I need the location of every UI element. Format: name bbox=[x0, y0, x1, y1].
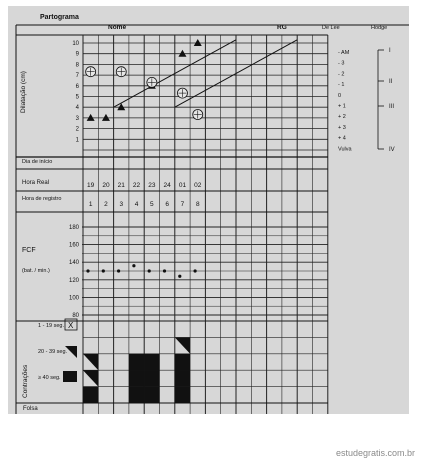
title: Partograma bbox=[40, 14, 79, 21]
bottom-label: Folsa bbox=[23, 406, 38, 412]
hora-registro-label: Hora de registro bbox=[22, 196, 62, 202]
contraction-box bbox=[175, 387, 190, 403]
dilation-mark bbox=[194, 39, 202, 46]
dilation-tick-label: 10 bbox=[72, 41, 79, 47]
hora-registro-value: 3 bbox=[119, 201, 124, 208]
delee-level-label: + 2 bbox=[338, 114, 346, 121]
delee-level-label: 0 bbox=[338, 92, 342, 99]
hora-real-label: Hora Real bbox=[22, 180, 50, 186]
hora-registro-value: 2 bbox=[104, 201, 108, 208]
fcf-point bbox=[102, 269, 105, 272]
dilation-tick-label: 8 bbox=[75, 62, 79, 69]
fcf-point bbox=[163, 269, 166, 272]
contraction-box bbox=[175, 370, 190, 386]
hora-registro-value: 6 bbox=[165, 201, 169, 208]
delee-label: De Lee bbox=[322, 25, 340, 31]
dilation-axis-label: Dilatação (cm) bbox=[20, 71, 27, 113]
hora-real-value: 22 bbox=[132, 182, 141, 189]
fcf-point bbox=[117, 269, 120, 272]
rg-label: RG bbox=[277, 24, 287, 31]
fcf-point bbox=[194, 269, 197, 272]
hodge-plane-label: IV bbox=[389, 147, 395, 153]
dilation-tick-label: 1 bbox=[75, 137, 79, 144]
delee-level-label: - 3 bbox=[338, 60, 345, 67]
name-label: Nome bbox=[108, 24, 127, 31]
fcf-tick-label: 120 bbox=[68, 277, 79, 284]
contraction-box bbox=[83, 387, 98, 403]
dilation-tick-label: 7 bbox=[75, 73, 79, 80]
hodge-plane-label: I bbox=[389, 48, 391, 54]
delee-level-label: - 1 bbox=[338, 82, 345, 89]
hora-registro-value: 5 bbox=[150, 201, 154, 208]
hora-real-value: 02 bbox=[194, 182, 202, 189]
delee-level-label: + 1 bbox=[338, 103, 346, 110]
dilation-mark bbox=[178, 50, 186, 57]
dia-label: Dia de início bbox=[22, 159, 53, 165]
legend-short: 1 - 19 seg. bbox=[38, 323, 64, 329]
dilation-tick-label: 4 bbox=[75, 105, 79, 112]
partograph-svg bbox=[8, 6, 409, 414]
watermark: estudegratis.com.br bbox=[335, 448, 415, 458]
hora-real-value: 21 bbox=[117, 182, 125, 189]
legend-medium: 20 - 39 seg. bbox=[38, 349, 68, 355]
legend-short-mark: X bbox=[68, 321, 74, 330]
delee-level-label: Vulva bbox=[338, 146, 352, 153]
legend-long-swatch bbox=[63, 371, 77, 382]
dilation-tick-label: 5 bbox=[75, 94, 79, 101]
dilation-tick-label: 3 bbox=[75, 115, 79, 122]
contraction-box bbox=[129, 387, 144, 403]
fcf-point bbox=[178, 275, 181, 278]
dilation-mark bbox=[87, 114, 95, 121]
contraction-box bbox=[144, 370, 159, 386]
contractions-label: Contrações bbox=[22, 364, 29, 398]
dilation-tick-label: 9 bbox=[75, 51, 79, 58]
hora-real-value: 23 bbox=[148, 182, 156, 189]
fcf-tick-label: 140 bbox=[68, 260, 79, 267]
hora-real-value: 20 bbox=[102, 182, 110, 189]
contraction-box bbox=[175, 337, 190, 353]
contraction-box bbox=[144, 387, 159, 403]
contraction-box bbox=[129, 370, 144, 386]
fcf-tick-label: 180 bbox=[68, 225, 79, 231]
contraction-box bbox=[83, 354, 98, 370]
hora-registro-value: 7 bbox=[180, 201, 185, 208]
delee-level-label: - AM bbox=[338, 50, 350, 56]
contraction-box bbox=[129, 354, 144, 370]
dilation-mark bbox=[102, 114, 110, 121]
fcf-point bbox=[132, 264, 135, 267]
hora-registro-value: 8 bbox=[195, 201, 200, 208]
hodge-label: Hodge bbox=[371, 25, 388, 31]
fcf-unit: (bat. / min.) bbox=[22, 268, 50, 274]
dilation-tick-label: 6 bbox=[75, 83, 79, 90]
fcf-tick-label: 80 bbox=[72, 313, 79, 319]
partograph-sheet bbox=[8, 6, 409, 414]
hora-real-value: 01 bbox=[178, 182, 187, 189]
fcf-tick-label: 160 bbox=[68, 242, 79, 249]
contraction-box bbox=[83, 370, 98, 386]
hodge-plane-label: III bbox=[389, 104, 395, 110]
fcf-point bbox=[148, 269, 151, 272]
delee-level-label: - 2 bbox=[338, 71, 345, 78]
contraction-box bbox=[175, 354, 190, 370]
hora-real-value: 19 bbox=[87, 182, 95, 189]
fcf-point bbox=[86, 269, 89, 272]
delee-level-label: + 4 bbox=[338, 135, 346, 142]
delee-level-label: + 3 bbox=[338, 124, 346, 131]
fcf-label: FCF bbox=[22, 247, 36, 254]
fcf-tick-label: 100 bbox=[68, 295, 79, 302]
hodge-plane-label: II bbox=[389, 79, 393, 85]
dilation-tick-label: 2 bbox=[75, 126, 79, 133]
tick-label-layer bbox=[69, 41, 395, 319]
hora-real-value: 24 bbox=[163, 182, 171, 189]
hora-registro-value: 1 bbox=[88, 201, 93, 208]
legend-long: ≥ 40 seg. bbox=[38, 375, 61, 381]
hora-registro-value: 4 bbox=[134, 201, 139, 208]
contraction-box bbox=[144, 354, 159, 370]
